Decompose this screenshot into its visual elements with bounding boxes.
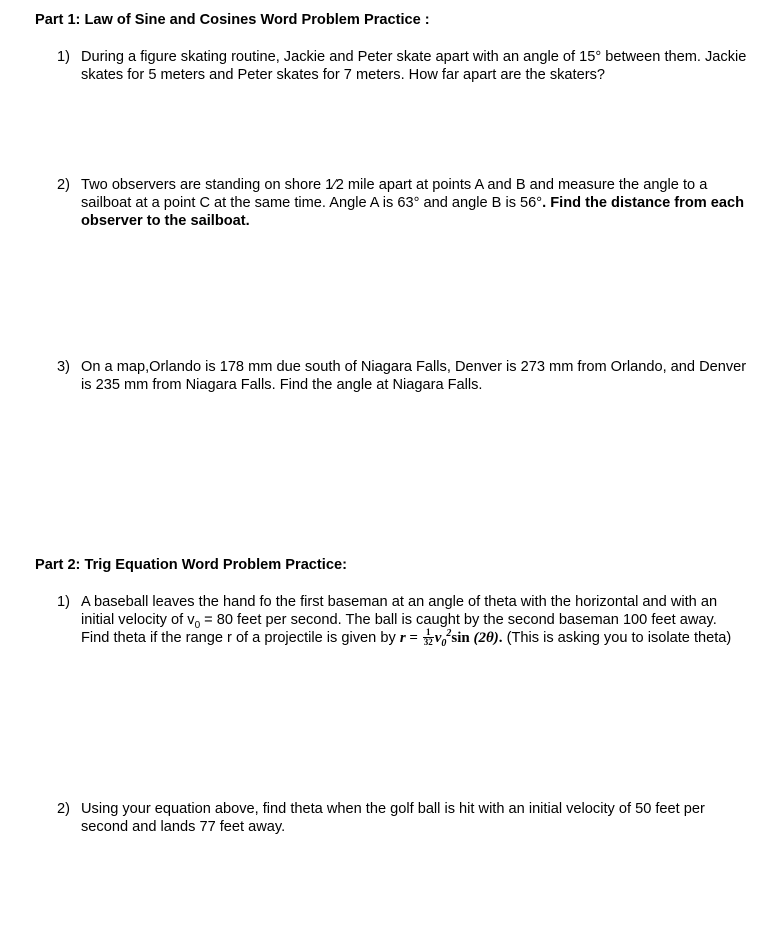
formula-var-subscript: 0 xyxy=(441,638,447,649)
range-formula xyxy=(399,627,503,649)
fraction-denominator: 32 xyxy=(423,637,433,648)
formula-var: v xyxy=(434,630,442,646)
formula-var-superscript: 2 xyxy=(446,628,452,639)
problem-text-part-c: (This is asking you to isolate theta) xyxy=(502,630,732,646)
part1-problem-2 xyxy=(57,176,747,230)
part1-problem-1 xyxy=(57,48,747,84)
formula-equals: = xyxy=(405,630,422,646)
formula-arg: (2θ) xyxy=(469,630,499,646)
problem-text-part-a: A baseball leaves the hand fo the first baseman at an angle of theta with the horizontal and with an initial velocity of v xyxy=(81,594,718,628)
part2-heading: Part 2: Trig Equation Word Problem Practice: xyxy=(35,557,347,573)
fraction-numerator: 1 xyxy=(423,628,434,638)
problem-number: 1) xyxy=(57,594,70,610)
formula-end: . xyxy=(498,630,503,646)
problem-text: Using your equation above, find theta when the golf ball is hit with an initial velocity of 50 feet per second and lands 77 feet away. xyxy=(81,801,705,835)
problem-text-part-b: . Find the distance from each observer to the sailboat. xyxy=(81,195,745,229)
problem-number: 2) xyxy=(57,177,70,193)
part1-problem-3 xyxy=(57,358,747,394)
part2-problem-2 xyxy=(57,800,747,836)
problem-text-part-a: Two observers are standing on shore 1⁄2 mile apart at points A and B and measure the angle to a sailboat at a point C at the same time. Angle A is 63° and angle B is 56° xyxy=(81,177,708,211)
velocity-subscript: 0 xyxy=(194,619,201,631)
problem-text: On a map,Orlando is 178 mm due south of Niagara Falls, Denver is 273 mm from Orlando, and Denver is 235 mm from Niagara Falls. Find the angle at Niagara Falls. xyxy=(81,359,747,393)
problem-number: 1) xyxy=(57,49,70,65)
part2-problem-1 xyxy=(57,593,747,648)
problem-number: 2) xyxy=(57,801,70,817)
formula-lhs: r xyxy=(399,630,406,646)
formula-fraction xyxy=(423,628,434,647)
problem-text xyxy=(81,176,747,230)
formula-func: sin xyxy=(451,630,470,646)
problem-text xyxy=(81,593,747,648)
problem-number: 3) xyxy=(57,359,70,375)
part1-heading: Part 1: Law of Sine and Cosines Word Problem Practice : xyxy=(35,12,430,28)
problem-text: During a figure skating routine, Jackie and Peter skate apart with an angle of 15° between them. Jackie skates for 5 meters and Peter skates for 7 meters. How far apart are the skaters? xyxy=(81,49,747,83)
problem-text-part-b: = 80 feet per second. The ball is caught by the second baseman 100 feet away. Find theta if the range r of a projectile is given by xyxy=(81,612,717,646)
